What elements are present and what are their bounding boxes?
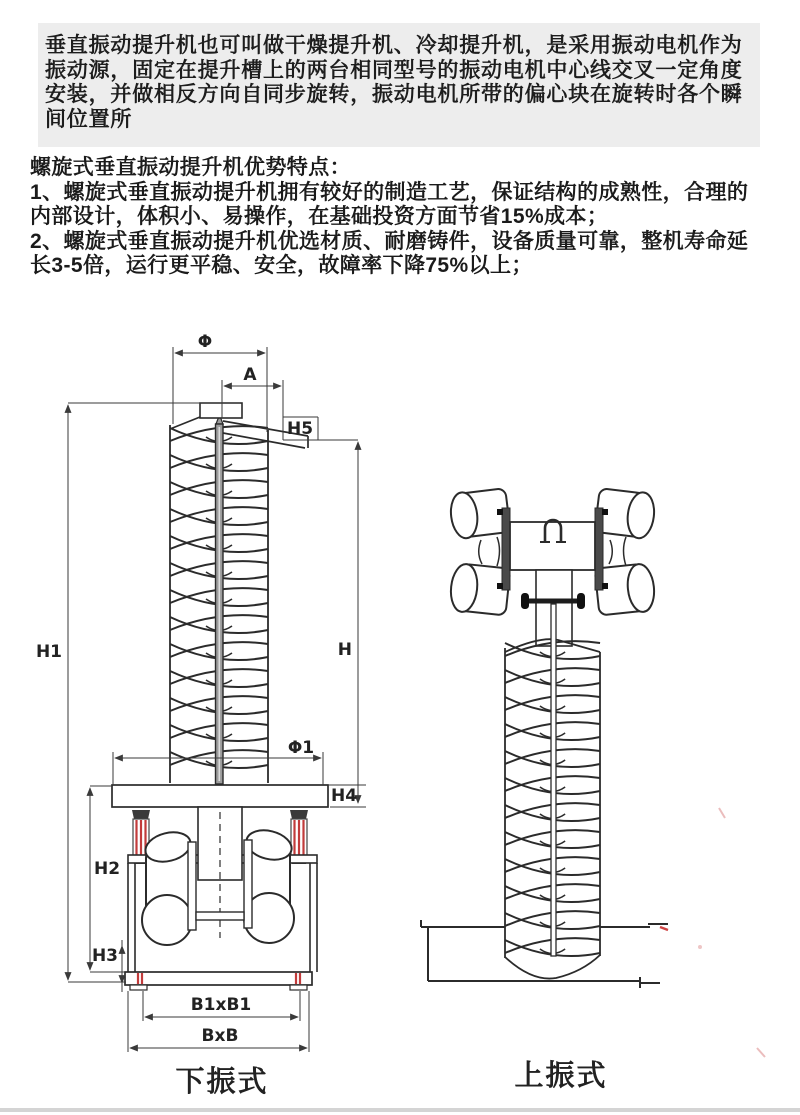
right-diagram <box>421 487 765 1092</box>
bottom-divider <box>0 1108 800 1112</box>
left-spiral-column <box>170 403 308 784</box>
red-artifact <box>660 927 668 930</box>
mounting-plate <box>112 785 328 807</box>
dim-label-phi: Φ <box>197 332 213 352</box>
intro-line: 垂直振动提升机也可叫做干燥提升机、冷却提升机，是采用振动电机作为 <box>45 34 743 57</box>
intro-line: 安装，并做相反方向自同步旋转，振动电机所带的偏心块在旋转时各个瞬 <box>45 83 743 106</box>
caption-top-vibration: 上振式 <box>514 1058 608 1092</box>
red-artifact <box>719 808 765 1057</box>
vibration-motor-left <box>142 828 196 945</box>
red-artifact <box>698 945 702 949</box>
left-diagram <box>36 332 366 1098</box>
dim-label-h1: H1 <box>35 642 62 662</box>
feature-line: 1、螺旋式垂直振动提升机拥有较好的制造工艺，保证结构的成熟性，合理的 <box>30 180 749 204</box>
dim-label-a: A <box>243 365 257 385</box>
feature-line: 2、螺旋式垂直振动提升机优选材质、耐磨铸件，设备质量可靠，整机寿命延 <box>30 229 749 253</box>
dim-label-h2: H2 <box>94 859 121 879</box>
intro-line: 间位置所 <box>45 107 133 131</box>
vibration-motor-right <box>243 826 294 943</box>
right-spiral-column <box>505 604 600 979</box>
features-title: 螺旋式垂直振动提升机优势特点： <box>30 156 351 179</box>
intro-line: 振动源，固定在提升槽上的两台相同型号的振动电机中心线交叉一定角度 <box>45 58 743 82</box>
motor-housing <box>128 807 317 972</box>
dim-label-b1xb1: B1xB1 <box>190 995 252 1015</box>
dim-label-h4: H4 <box>330 786 358 806</box>
feature-line: 内部设计，体积小、易操作，在基础投资方面节省15%成本； <box>30 205 609 228</box>
caption-bottom-vibration: 下振式 <box>175 1064 269 1098</box>
dim-label-phi1: Φ1 <box>287 738 315 758</box>
dim-label-bxb: BxB <box>201 1026 239 1046</box>
base-plate <box>125 972 312 990</box>
feature-line: 长3-5倍，运行更平稳、安全，故障率下降75%以上； <box>30 254 533 277</box>
dim-label-h: H <box>337 640 352 660</box>
feed-inlet <box>200 403 242 418</box>
dim-label-h5: H5 <box>286 419 314 439</box>
dim-label-h3: H3 <box>91 946 118 966</box>
